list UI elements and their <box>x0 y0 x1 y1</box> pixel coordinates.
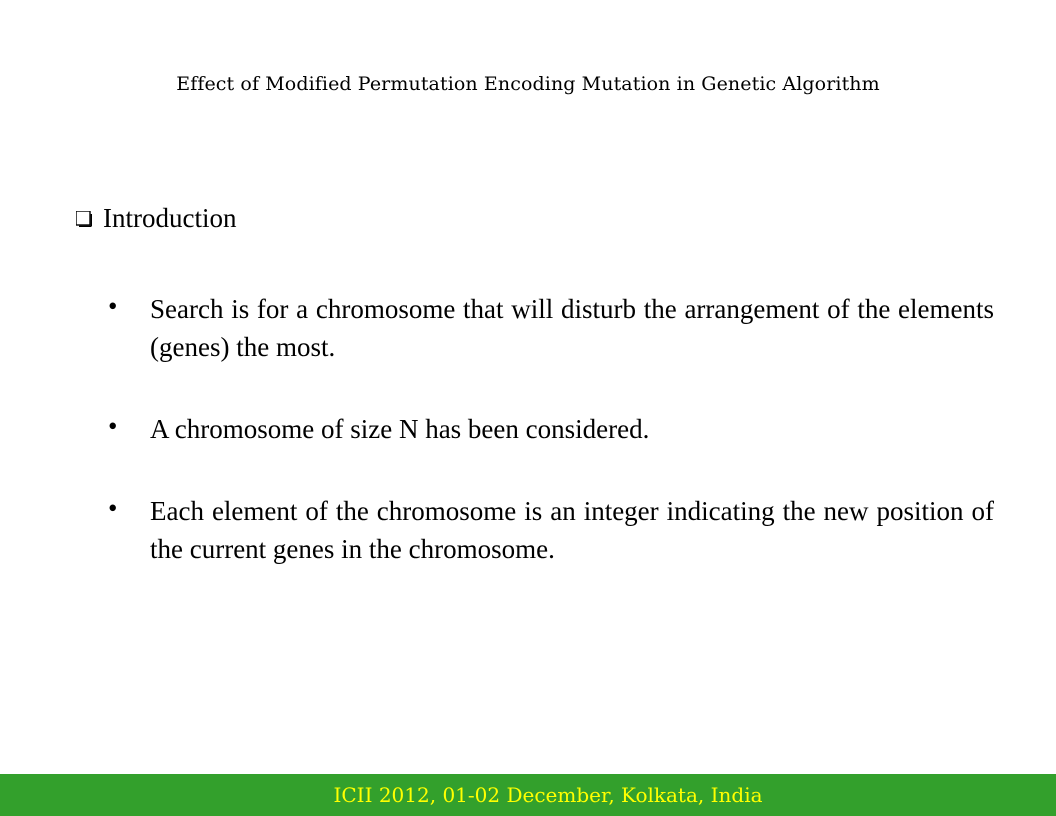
section-heading-label: Introduction <box>103 202 237 233</box>
bullet-list <box>108 290 994 612</box>
bullet-dot-icon: • <box>108 291 118 321</box>
bullet-text: A chromosome of size N has been considered. <box>150 414 650 444</box>
footer-text: ICII 2012, 01-02 December, Kolkata, India <box>333 783 763 807</box>
bullet-item <box>108 410 994 448</box>
bullet-item <box>108 290 994 366</box>
checkbox-square-icon <box>76 211 92 227</box>
bullet-text: Search is for a chromosome that will disturb the arrangement of the elements (genes) the most. <box>150 294 994 362</box>
bullet-item <box>108 492 994 568</box>
slide-title: Effect of Modified Permutation Encoding Mutation in Genetic Algorithm <box>176 73 880 95</box>
footer-bar <box>0 774 1056 816</box>
bullet-text: Each element of the chromosome is an integer indicating the new position of the current genes in the chromosome. <box>150 496 994 564</box>
bullet-dot-icon: • <box>108 411 118 441</box>
bullet-dot-icon: • <box>108 493 118 523</box>
section-heading <box>76 198 236 238</box>
